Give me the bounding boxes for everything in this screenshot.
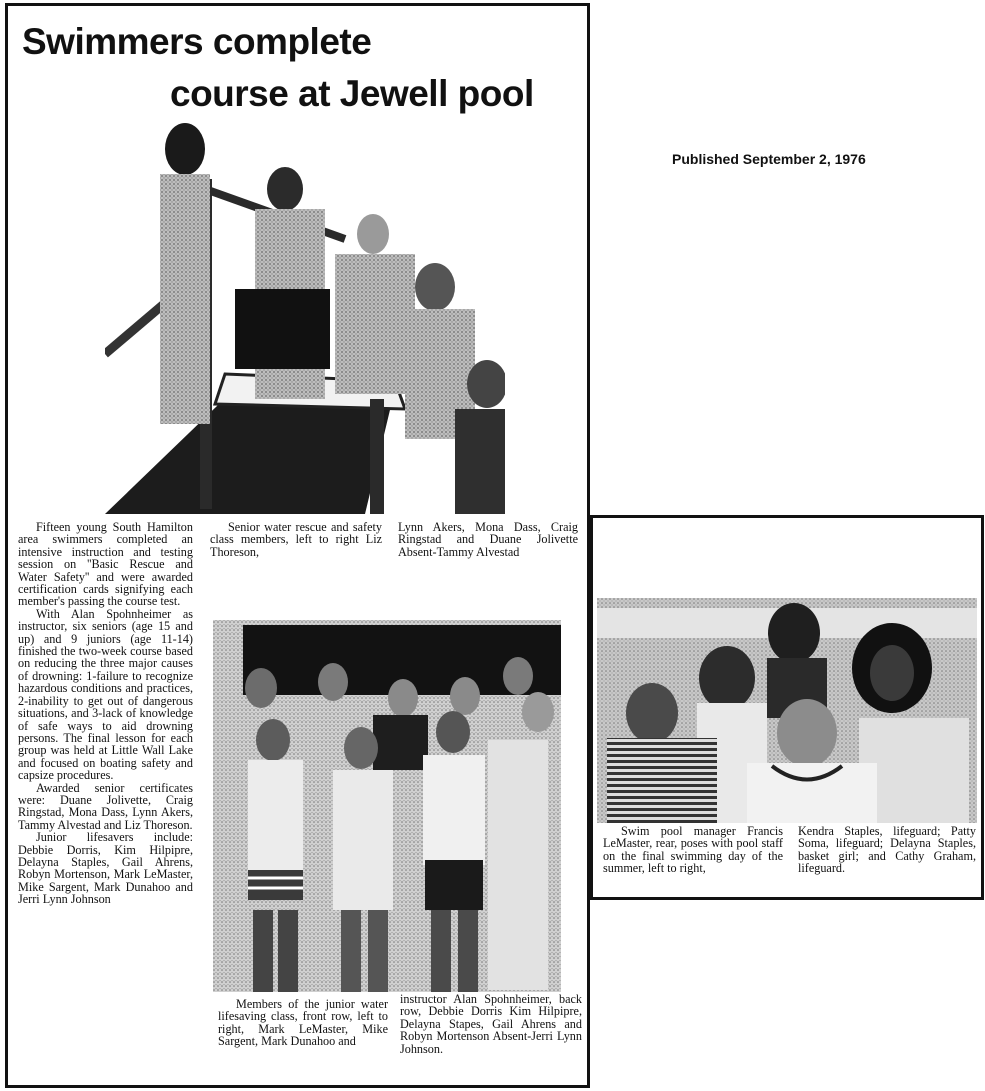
pool-staff-caption-part-2: Kendra Staples, lifeguard; Patty Soma, lifeguard; Delayna Staples, basket girl; and Cathy Graham, lifeguard. (798, 824, 976, 876)
pool-staff-photo (597, 598, 977, 823)
junior-photo-caption-part-2: instructor Alan Spohnheimer, back row, Debbie Dorris Kim Hilpipre, Delayna Stapes, Gail Ahrens and Robyn Mortenson Absent-Jerri Lynn Johnson. (400, 992, 582, 1056)
senior-photo-caption-part-2: Lynn Akers, Mona Dass, Craig Ringstad and Duane Jolivette Absent-Tammy Alvestad (398, 520, 578, 559)
junior-class-photo (213, 620, 561, 992)
article-paragraph-4: Junior lifesavers include: Debbie Dorris, Kim Hilpipre, Delayna Staples, Gail Ahrens, Robyn Mortenson, Mark LeMaster, Mike Sargent, Mark Dunahoo and Jerri Lynn Johnson (18, 830, 193, 907)
article-paragraph-3: Awarded senior certificates were: Duane Jolivette, Craig Ringstad, Mona Dass, Lynn Akers, Tammy Alvestad and Liz Thoreson. (18, 780, 193, 832)
headline-line-1: Swimmers complete (22, 21, 372, 62)
pool-staff-photo-image (597, 598, 977, 823)
junior-photo-caption-part-1: Members of the junior water lifesaving class, front row, left to right, Mark LeMaster, Mike Sargent, Mark Dunahoo and (218, 997, 388, 1049)
article-paragraph-1: Fifteen young South Hamilton area swimmers completed an intensive instruction and testing session on ''Basic Rescue and Water Safety'' and were awarded certification cards signifying each member's passing the course test. (18, 520, 193, 609)
article-body (18, 521, 193, 906)
article-paragraph-2: With Alan Spohnheimer as instructor, six seniors (age 15 and up) and 9 juniors (age 11-14) finished the two-week course based on reducing the three major causes of drowning: 1-failure to recognize hazardous conditions and practices, 2-inability to get out of dangerous situations, and 3-lack of knowledge of safe ways to aid drowning persons. The final lesson for each group was held at Little Wall Lake and focused on boating safety and capsize procedures. (18, 606, 193, 783)
senior-class-photo (105, 119, 505, 514)
senior-class-photo-image (105, 119, 505, 514)
article-box (5, 3, 590, 1088)
headline-line-2: course at Jewell pool (170, 73, 534, 114)
junior-class-photo-image (213, 620, 561, 992)
pool-staff-box (590, 515, 984, 900)
published-date: Published September 2, 1976 (672, 151, 866, 167)
pool-staff-caption-part-1: Swim pool manager Francis LeMaster, rear, poses with pool staff on the final swimming day of the summer, left to right, (603, 824, 783, 876)
senior-photo-caption-part-1: Senior water rescue and safety class members, left to right Liz Thoreson, (210, 520, 382, 559)
